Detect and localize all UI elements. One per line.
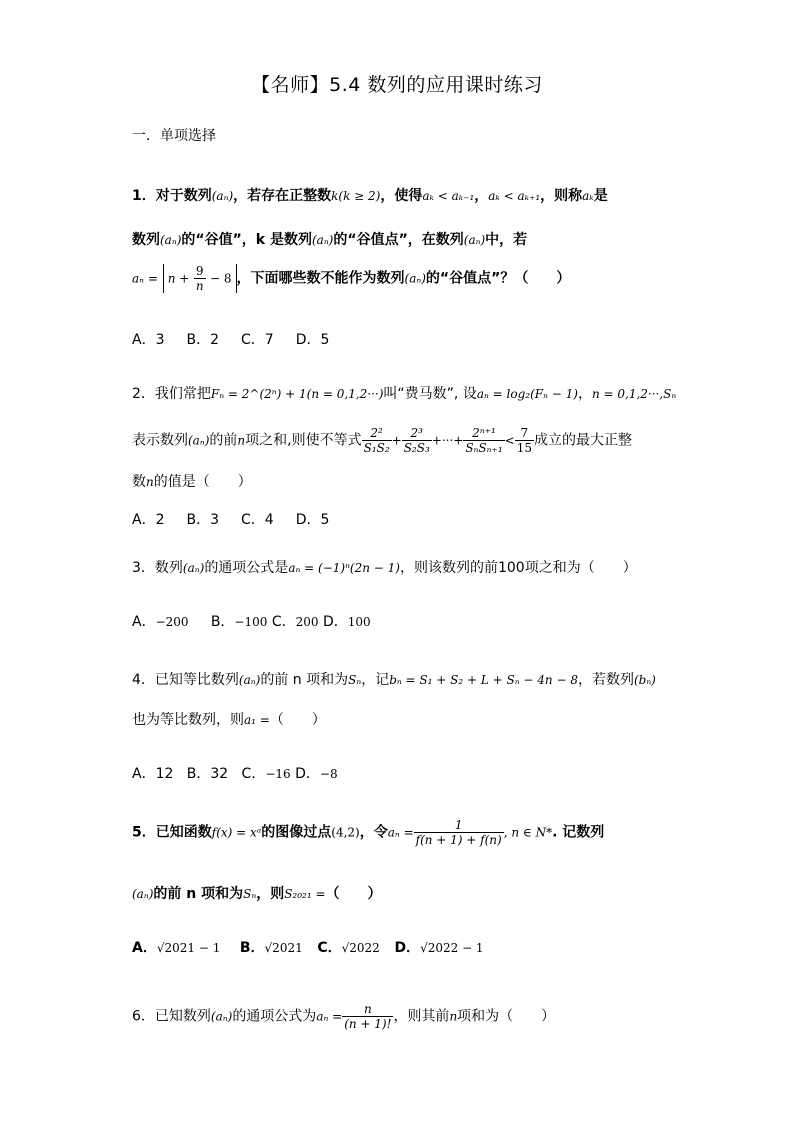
text: ，令: [359, 824, 388, 841]
option-value: √2022 − 1: [420, 941, 484, 955]
option-value: −200: [155, 615, 189, 629]
text: 项和为（ ）: [457, 1008, 556, 1025]
text: 6．已知数列: [132, 1008, 211, 1025]
math-ineq-2: aₖ < aₖ₊₁: [488, 189, 541, 203]
text: 5．已知函数: [132, 824, 212, 841]
option-c[interactable]: [242, 766, 291, 782]
less-than: <: [504, 433, 515, 448]
option-b[interactable]: [240, 940, 303, 956]
q2-line-3: [132, 472, 252, 492]
math-lhs: aₙ =: [132, 271, 158, 286]
text: 是: [593, 188, 608, 204]
math-tail: , n ∈ N*: [503, 825, 553, 840]
option-label: D．: [394, 940, 421, 956]
option-value: −16: [265, 767, 291, 781]
option-b[interactable]: B．3: [186, 512, 219, 528]
text: 的通项公式为: [232, 1008, 317, 1025]
option-value: −100: [234, 615, 268, 629]
q4-line-1: [132, 670, 656, 690]
q2-line-2: [132, 426, 632, 455]
option-a[interactable]: A．2: [132, 512, 165, 528]
text: 的“谷值”，k 是数列: [181, 232, 312, 248]
math-s2021: S₂₀₂₁ =: [284, 887, 326, 901]
math-an: (aₙ): [182, 561, 205, 575]
q1-line-3: [132, 264, 570, 293]
denominator: S₁S₂: [363, 441, 390, 455]
option-c[interactable]: C．4: [241, 512, 274, 528]
fraction-4: [515, 426, 534, 455]
text: ，则: [256, 886, 285, 902]
abs-value: [163, 264, 237, 293]
text: 的“谷值点”，在数列: [333, 232, 464, 248]
math-an: (aₙ): [463, 233, 486, 247]
option-label: A．: [132, 614, 156, 630]
math-n: n: [146, 475, 154, 489]
q4-line-2: [132, 710, 326, 730]
option-label: B．: [239, 940, 265, 956]
denominator: 15: [516, 441, 532, 455]
option-c[interactable]: C．7: [241, 332, 274, 348]
q6-line-1: [132, 1002, 555, 1031]
math-an: (aₙ): [404, 271, 426, 286]
option-value: −8: [319, 767, 338, 781]
math-n: n +: [167, 271, 190, 286]
text: 4．已知等比数列: [132, 672, 239, 688]
option-value: 200: [295, 615, 319, 629]
math-an: (aₙ): [188, 433, 210, 448]
text: （ ）: [325, 886, 382, 902]
option-label: A．: [132, 940, 157, 956]
text: 叫“费马数”, 设: [383, 386, 477, 402]
denominator: n: [195, 279, 204, 293]
denominator: SₙSₙ₊₁: [465, 441, 503, 455]
math-n: n: [449, 1009, 458, 1024]
option-b[interactable]: [211, 614, 268, 630]
option-value: √2021: [264, 941, 303, 955]
math-ak: aₖ: [582, 189, 594, 203]
option-value: √2021 − 1: [156, 941, 221, 955]
denominator: f(n + 1) + f(n): [415, 833, 502, 847]
numerator: 2ⁿ⁺¹: [463, 426, 504, 441]
q2-options: [132, 510, 351, 530]
q3-options: [132, 612, 371, 632]
option-label: C．: [241, 766, 266, 782]
option-a[interactable]: A．12: [132, 766, 174, 782]
text: ，记: [361, 672, 390, 688]
numerator: 2²: [362, 426, 392, 441]
denominator: S₂S₃: [403, 441, 430, 455]
text: ，: [474, 188, 489, 204]
text: 也为等比数列，则: [132, 712, 244, 728]
option-label: C．: [317, 940, 342, 956]
text: 的“谷值点”？（ ）: [425, 270, 571, 287]
denominator: (n + 1)!: [344, 1017, 392, 1031]
text: 的前: [209, 432, 238, 449]
fraction: [342, 1002, 393, 1031]
text: ，使得: [380, 188, 423, 204]
text: ，则称: [540, 188, 583, 204]
text: ，: [577, 386, 592, 402]
text: 数: [132, 474, 146, 490]
text: ，若存在正整数: [233, 188, 332, 204]
text: 中，若: [485, 232, 528, 248]
option-d[interactable]: D．5: [295, 512, 330, 528]
text: ，若数列: [577, 672, 634, 688]
text: 的图像过点: [261, 824, 332, 841]
q5-line-1: [132, 818, 604, 847]
option-b[interactable]: B．2: [186, 332, 219, 348]
ellipsis: +···+: [431, 433, 464, 448]
q5-options: [132, 938, 484, 958]
text: 的值是（ ）: [153, 474, 252, 490]
math-point: (4,2): [331, 825, 360, 840]
math-an: (aₙ): [132, 887, 154, 901]
numerator: 7: [515, 426, 534, 441]
math-an-def: aₙ = log₂(Fₙ − 1): [476, 387, 578, 401]
numerator: 9: [194, 264, 206, 279]
q1-line-1: [132, 186, 608, 206]
text: 成立的最大正整: [533, 432, 632, 449]
fraction-2: [402, 426, 432, 455]
option-d[interactable]: D．5: [295, 332, 330, 348]
math-sn: Sₙ: [243, 887, 257, 901]
math-a1: a₁ =: [244, 713, 270, 727]
text: （ ）: [269, 712, 326, 728]
option-d[interactable]: [295, 766, 337, 782]
option-label: D．: [295, 766, 320, 782]
text: 的前 n 项和为: [153, 886, 244, 902]
math-fx: f(x) = xᵃ: [211, 825, 262, 840]
option-d[interactable]: [394, 940, 483, 956]
math-an: (aₙ): [311, 233, 334, 247]
math-fermat: Fₙ = 2^(2ⁿ) + 1(n = 0,1,2···): [210, 387, 384, 401]
text: . 记数列: [552, 824, 605, 841]
option-label: B．: [210, 614, 235, 630]
fraction: [414, 818, 504, 847]
math-an: (aₙ): [211, 189, 234, 203]
text: 2．我们常把: [132, 386, 211, 402]
plus: +: [391, 433, 402, 448]
section-heading: 一．单项选择: [132, 128, 216, 144]
math-k: k(k ≥ 2): [331, 189, 381, 203]
option-d[interactable]: [323, 614, 371, 630]
math-an: (aₙ): [238, 673, 261, 687]
fraction: [194, 264, 206, 293]
math-tail: − 8: [210, 271, 232, 286]
fraction-3: [463, 426, 504, 455]
text: 3．数列: [132, 560, 183, 576]
text: ，则该数列的前100项之和为（ ）: [399, 560, 637, 576]
q4-options: [132, 764, 338, 784]
text: 的前 n 项和为: [260, 672, 349, 688]
option-value: √2022: [341, 941, 380, 955]
fraction-1: [362, 426, 392, 455]
option-c[interactable]: [317, 940, 379, 956]
option-a[interactable]: A．3: [132, 332, 165, 348]
math-formula: aₙ = (−1)ⁿ(2n − 1): [288, 561, 400, 575]
option-b[interactable]: B．32: [186, 766, 229, 782]
math-n: n: [237, 433, 246, 448]
option-value: 100: [347, 615, 371, 629]
text: 表示数列: [132, 432, 188, 449]
math-n-range: n = 0,1,2···,Sₙ: [591, 387, 677, 401]
page-title: 【名师】5.4 数列的应用课时练习: [251, 74, 543, 96]
math-bn-def: bₙ = S₁ + S₂ + L + Sₙ − 4n − 8: [389, 673, 578, 687]
option-c[interactable]: [272, 614, 319, 630]
text: 数列: [132, 232, 160, 248]
text: ，下面哪些数不能作为数列: [236, 270, 405, 287]
numerator: 2³: [402, 426, 432, 441]
option-label: C．: [271, 614, 296, 630]
math-ineq-1: aₖ < aₖ₋₁: [422, 189, 475, 203]
option-label: D．: [322, 614, 348, 630]
math-lhs: aₙ =: [387, 825, 414, 840]
math-sn: Sₙ: [348, 673, 362, 687]
numerator: 1: [414, 818, 504, 833]
q3-line-1: [132, 558, 637, 578]
q1-line-2: [132, 230, 527, 250]
math-bn: (bₙ): [633, 673, 656, 687]
numerator: n: [342, 1002, 393, 1017]
q5-line-2: [132, 884, 382, 904]
text: ，则其前: [393, 1008, 450, 1025]
q1-options: [132, 330, 351, 350]
math-lhs: aₙ =: [316, 1009, 343, 1024]
math-an: (aₙ): [210, 1009, 233, 1024]
text: 的通项公式是: [204, 560, 289, 576]
option-a[interactable]: [132, 614, 189, 630]
option-a[interactable]: [132, 940, 220, 956]
math-an: (aₙ): [160, 233, 182, 247]
q2-line-1: [132, 384, 676, 404]
text: 项之和,则使不等式: [245, 432, 362, 449]
text: 1．对于数列: [132, 188, 212, 204]
